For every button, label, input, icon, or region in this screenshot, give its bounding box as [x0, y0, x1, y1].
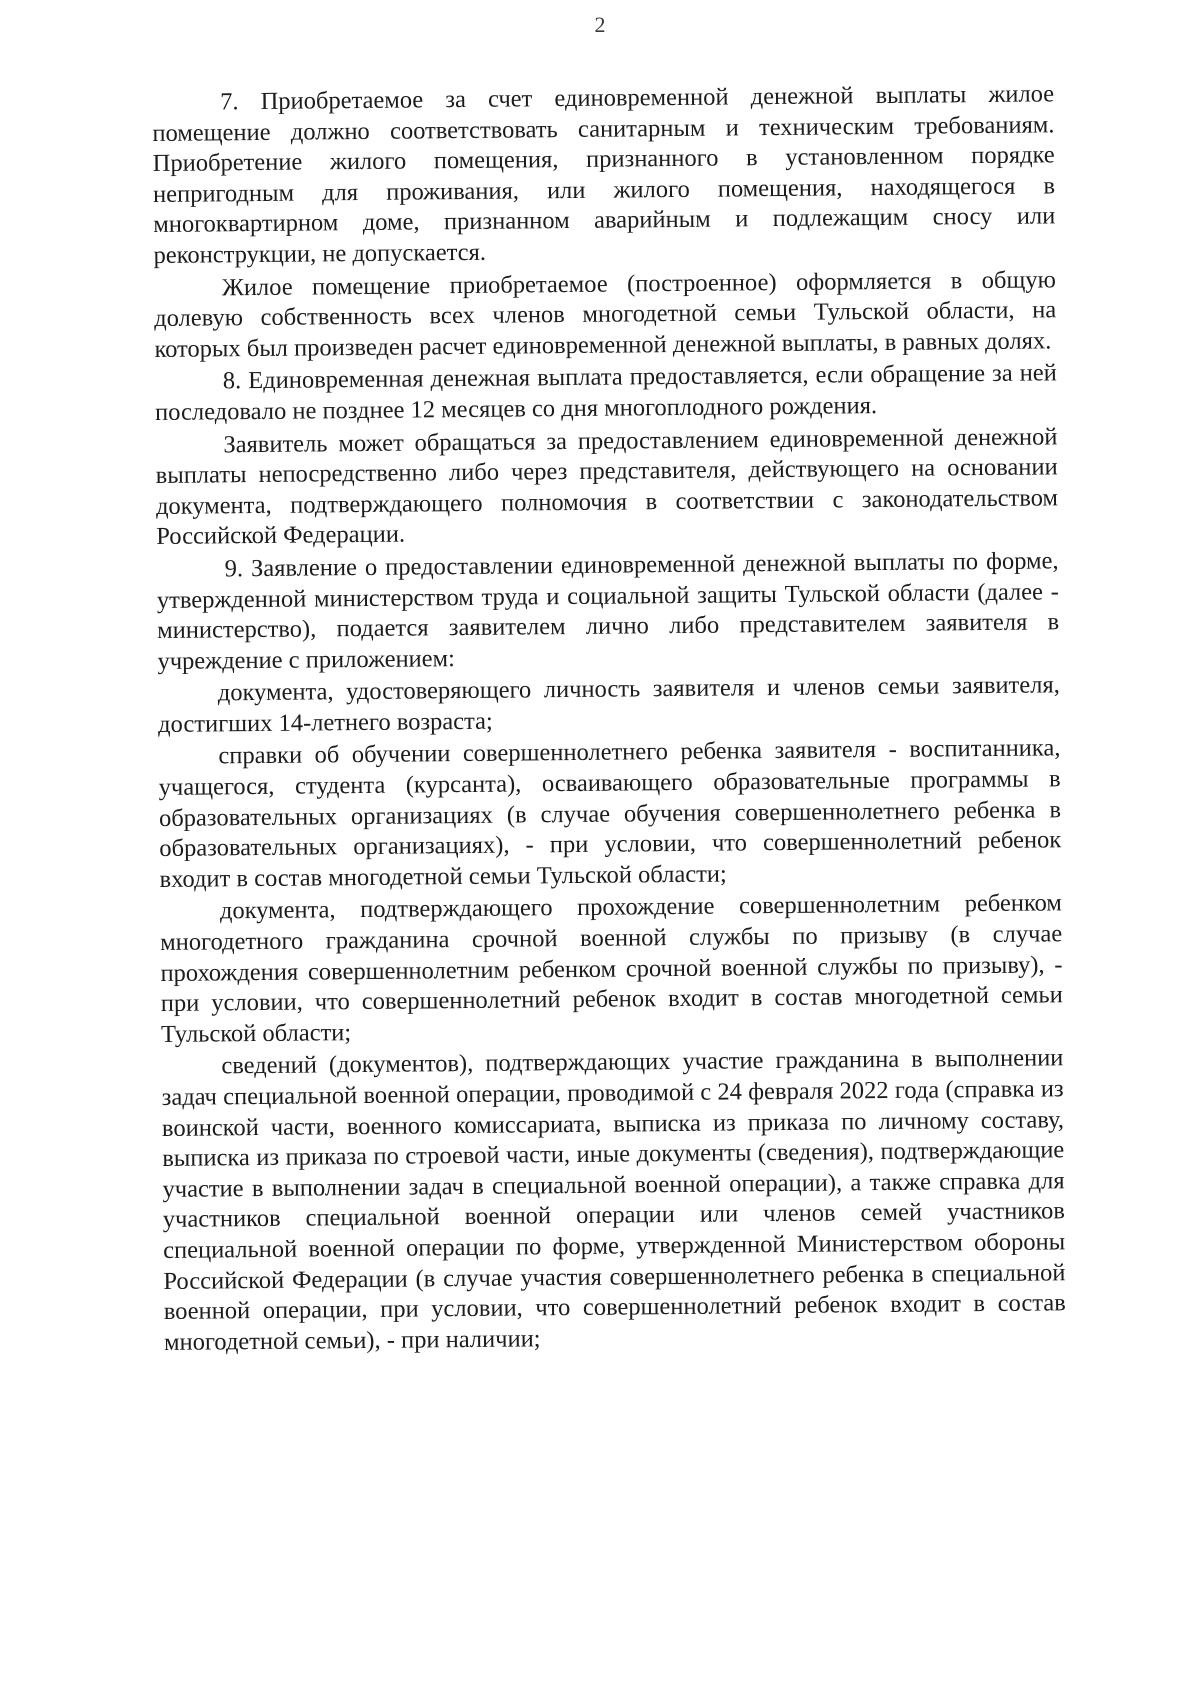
- paragraph-9-application: 9. Заявление о предоставлении единовременной денежной выплаты по форме, утвержденной министерством труда и социальной защиты Тульской области (далее - министерство), подается заявителем лично либо представителем заявителя в учреждение с приложением:: [156, 547, 1060, 675]
- document-body: [152, 79, 1066, 1360]
- paragraph-shared-ownership: Жилое помещение приобретаемое (построенное) оформляется в общую долевую собственность всех членов многодетной семьи Тульской области, на которых был произведен расчет единовременной денежной выплаты, в равных долях.: [154, 265, 1057, 363]
- paragraph-7-requirements: 7. Приобретаемое за счет единовременной денежной выплаты жилое помещение должно соответствовать санитарным и техническим требованиям. Приобретение жилого помещения, признанного в установленном порядке непригодным для проживания, или жилого помещения, находящегося в многоквартирном доме, признанном аварийным и подлежащим сносу или реконструкции, не допускается.: [152, 80, 1056, 269]
- paragraph-applicant-representative: Заявитель может обращаться за предоставлением единовременной денежной выплаты непосредственно либо через представителя, действующего на основании документа, подтверждающего полномочия в соответствии с законодательством Российской Федерации.: [155, 422, 1059, 551]
- page-number: 2: [594, 12, 606, 37]
- paragraph-special-operation-documents: сведений (документов), подтверждающих участие гражданина в выполнении задач специальной военной операции, проводимой с 24 февраля 2022 года (справка из воинской части, военного комиссариата, выписка из приказа по личному составу, выписка из приказа по строевой части, иные документы (сведения), подтверждающие участие в выполнении задач в специальной военной операции), а также справка для участников специальной военной операции или членов семей участников специальной военной операции по форме, утвержденной Министерством обороны Российской Федерации (в случае участия совершеннолетнего ребенка в специальной военной операции, при условии, что совершеннолетний ребенок входит в состав многодетной семьи), - при наличии;: [161, 1044, 1066, 1356]
- paragraph-8-deadline: 8. Единовременная денежная выплата предоставляется, если обращение за ней последовало не позднее 12 месяцев со дня многоплодного рождения.: [154, 359, 1057, 426]
- paragraph-identity-document: документа, удостоверяющего личность заявителя и членов семьи заявителя, достигших 14-летнего возраста;: [157, 671, 1060, 738]
- paragraph-education-certificate: справки об обучении совершеннолетнего ребенка заявителя - воспитанника, учащегося, студента (курсанта), осваивающего образовательные программы в образовательных организациях (в случае обучения совершеннолетнего ребенка в образовательных организациях), - при условии, что совершеннолетний ребенок входит в состав многодетной семьи Тульской области;: [158, 734, 1062, 893]
- paragraph-military-service-document: документа, подтверждающего прохождение совершеннолетним ребенком многодетного гражданина срочной военной службы по призыву (в случае прохождения совершеннолетним ребенком срочной военной службы по призыву), - при условии, что совершеннолетний ребенок входит в состав многодетной семьи Тульской области;: [160, 889, 1063, 1048]
